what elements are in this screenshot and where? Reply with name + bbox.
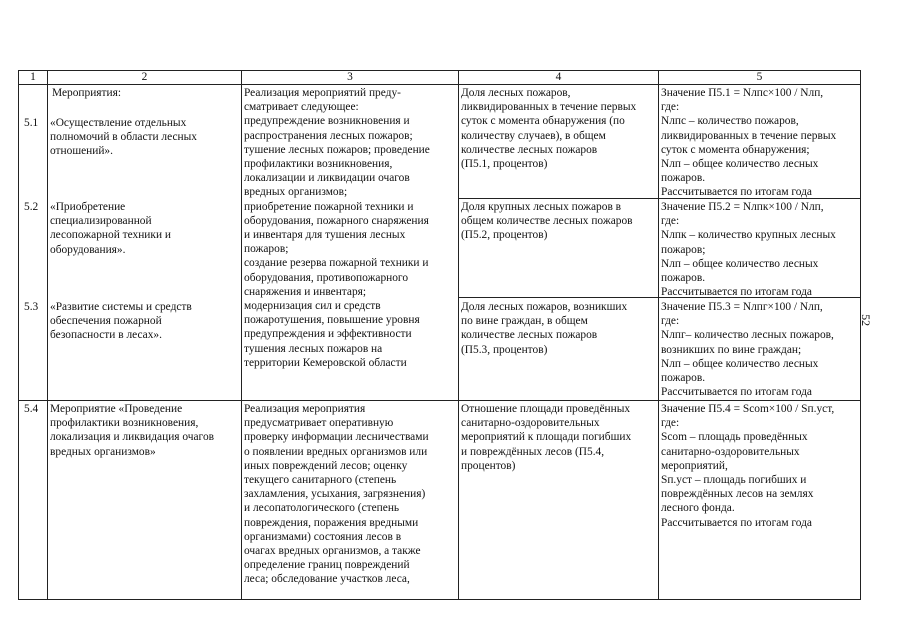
measure-5-2: «Приобретение специализированной лесопожарной техники и оборудования». — [50, 201, 171, 256]
row-number-5-3: 5.3 — [24, 301, 39, 313]
row-number-5-1: 5.1 — [24, 117, 39, 129]
formula-5-1: Значение П5.1 = Nлпс×100 / Nлп, где: Nлпс – количество пожаров, ликвидированных в течение первых суток с момента обнаружения; Nлп – общее количество лесных пожаров. Рассчитывается по итогам года — [661, 87, 837, 199]
col-header-4: 4 — [555, 71, 562, 83]
col-header-2: 2 — [141, 71, 148, 83]
col-header-3: 3 — [347, 71, 353, 83]
indicator-5-3: Доля лесных пожаров, возникших по вине граждан, в общем количестве лесных пожаров (П5.3, процентов) — [461, 301, 628, 356]
row-number-5-4: 5.4 — [24, 403, 39, 415]
col-header-1: 1 — [30, 71, 36, 83]
formula-5-4: Значение П5.4 = Sсоm×100 / Sп.уст, где: Sсоm – площадь проведённых санитарно-оздоровительных мероприятий, Sп.уст – площадь погибших и повреждённых лесов на землях лесного фонда. Рассчитывается по итогам года — [661, 403, 835, 529]
col-header-5: 5 — [756, 71, 763, 83]
indicator-5-1: Доля лесных пожаров, ликвидированных в течение первых суток с момента обнаружения (по количеству случаев), в общем количестве лесных пожаров (П5.1, процентов) — [461, 87, 637, 171]
implementation-text-2: Реализация мероприятия предусматривает оперативную проверку информации лесничествами о появлении вредных организмов или иных повреждений лесов; оценку текущего санитарного (степень захламления, усыхания, загрязнения) и лесопатологического (степень повреждения, поражения вредными организмами) состояния лесов в очагах вредных организмов, а также определение границ повреждений леса; обследование участков леса, — [244, 403, 429, 586]
formula-5-2: Значение П5.2 = Nлпк×100 / Nлп, где: Nлпк – количество крупных лесных пожаров; Nлп – общее количество лесных пожаров. Рассчитывается по итогам года — [661, 201, 836, 299]
page-number: 52 — [859, 314, 874, 327]
formula-5-3: Значение П5.3 = Nлпг×100 / Nлп, где: Nлпг– количество лесных пожаров, возникших по вине граждан; Nлп – общее количество лесных пожаров. Рассчитывается по итогам года — [661, 301, 834, 399]
implementation-text-1: Реализация мероприятий преду- сматривает следующее: предупреждение возникновения и распространения лесных пожаров; тушение лесных пожаров; проведение профилактики возникновения, локализации и ликвидации очагов вредных организмов; приобретение пожарной техники и оборудования, пожарного снаряжения и инвентаря для тушения лесных пожаров; создание резерва пожарной техники и оборудования, противопожарного снаряжения и инвентаря; модернизация сил и средств пожаротушения, повышение уровня предупреждения и эффективности тушения лесных пожаров на территории Кемеровской области — [244, 87, 430, 369]
measure-5-4: Мероприятие «Проведение профилактики возникновения, локализация и ликвидация очагов вредных организмов» — [50, 403, 215, 458]
row-number-5-2: 5.2 — [24, 201, 39, 213]
indicator-5-4: Отношение площади проведённых санитарно-оздоровительных мероприятий к площади погибших и повреждённых лесов (П5.4, процентов) — [461, 403, 632, 472]
measure-5-3: «Развитие системы и средств обеспечения пожарной безопасности в лесах». — [50, 301, 192, 342]
measure-5-1: «Осуществление отдельных полномочий в области лесных отношений». — [50, 117, 197, 158]
measures-intro: Мероприятия: — [52, 87, 122, 99]
indicator-5-2: Доля крупных лесных пожаров в общем количестве лесных пожаров (П5.2, процентов) — [461, 201, 633, 242]
